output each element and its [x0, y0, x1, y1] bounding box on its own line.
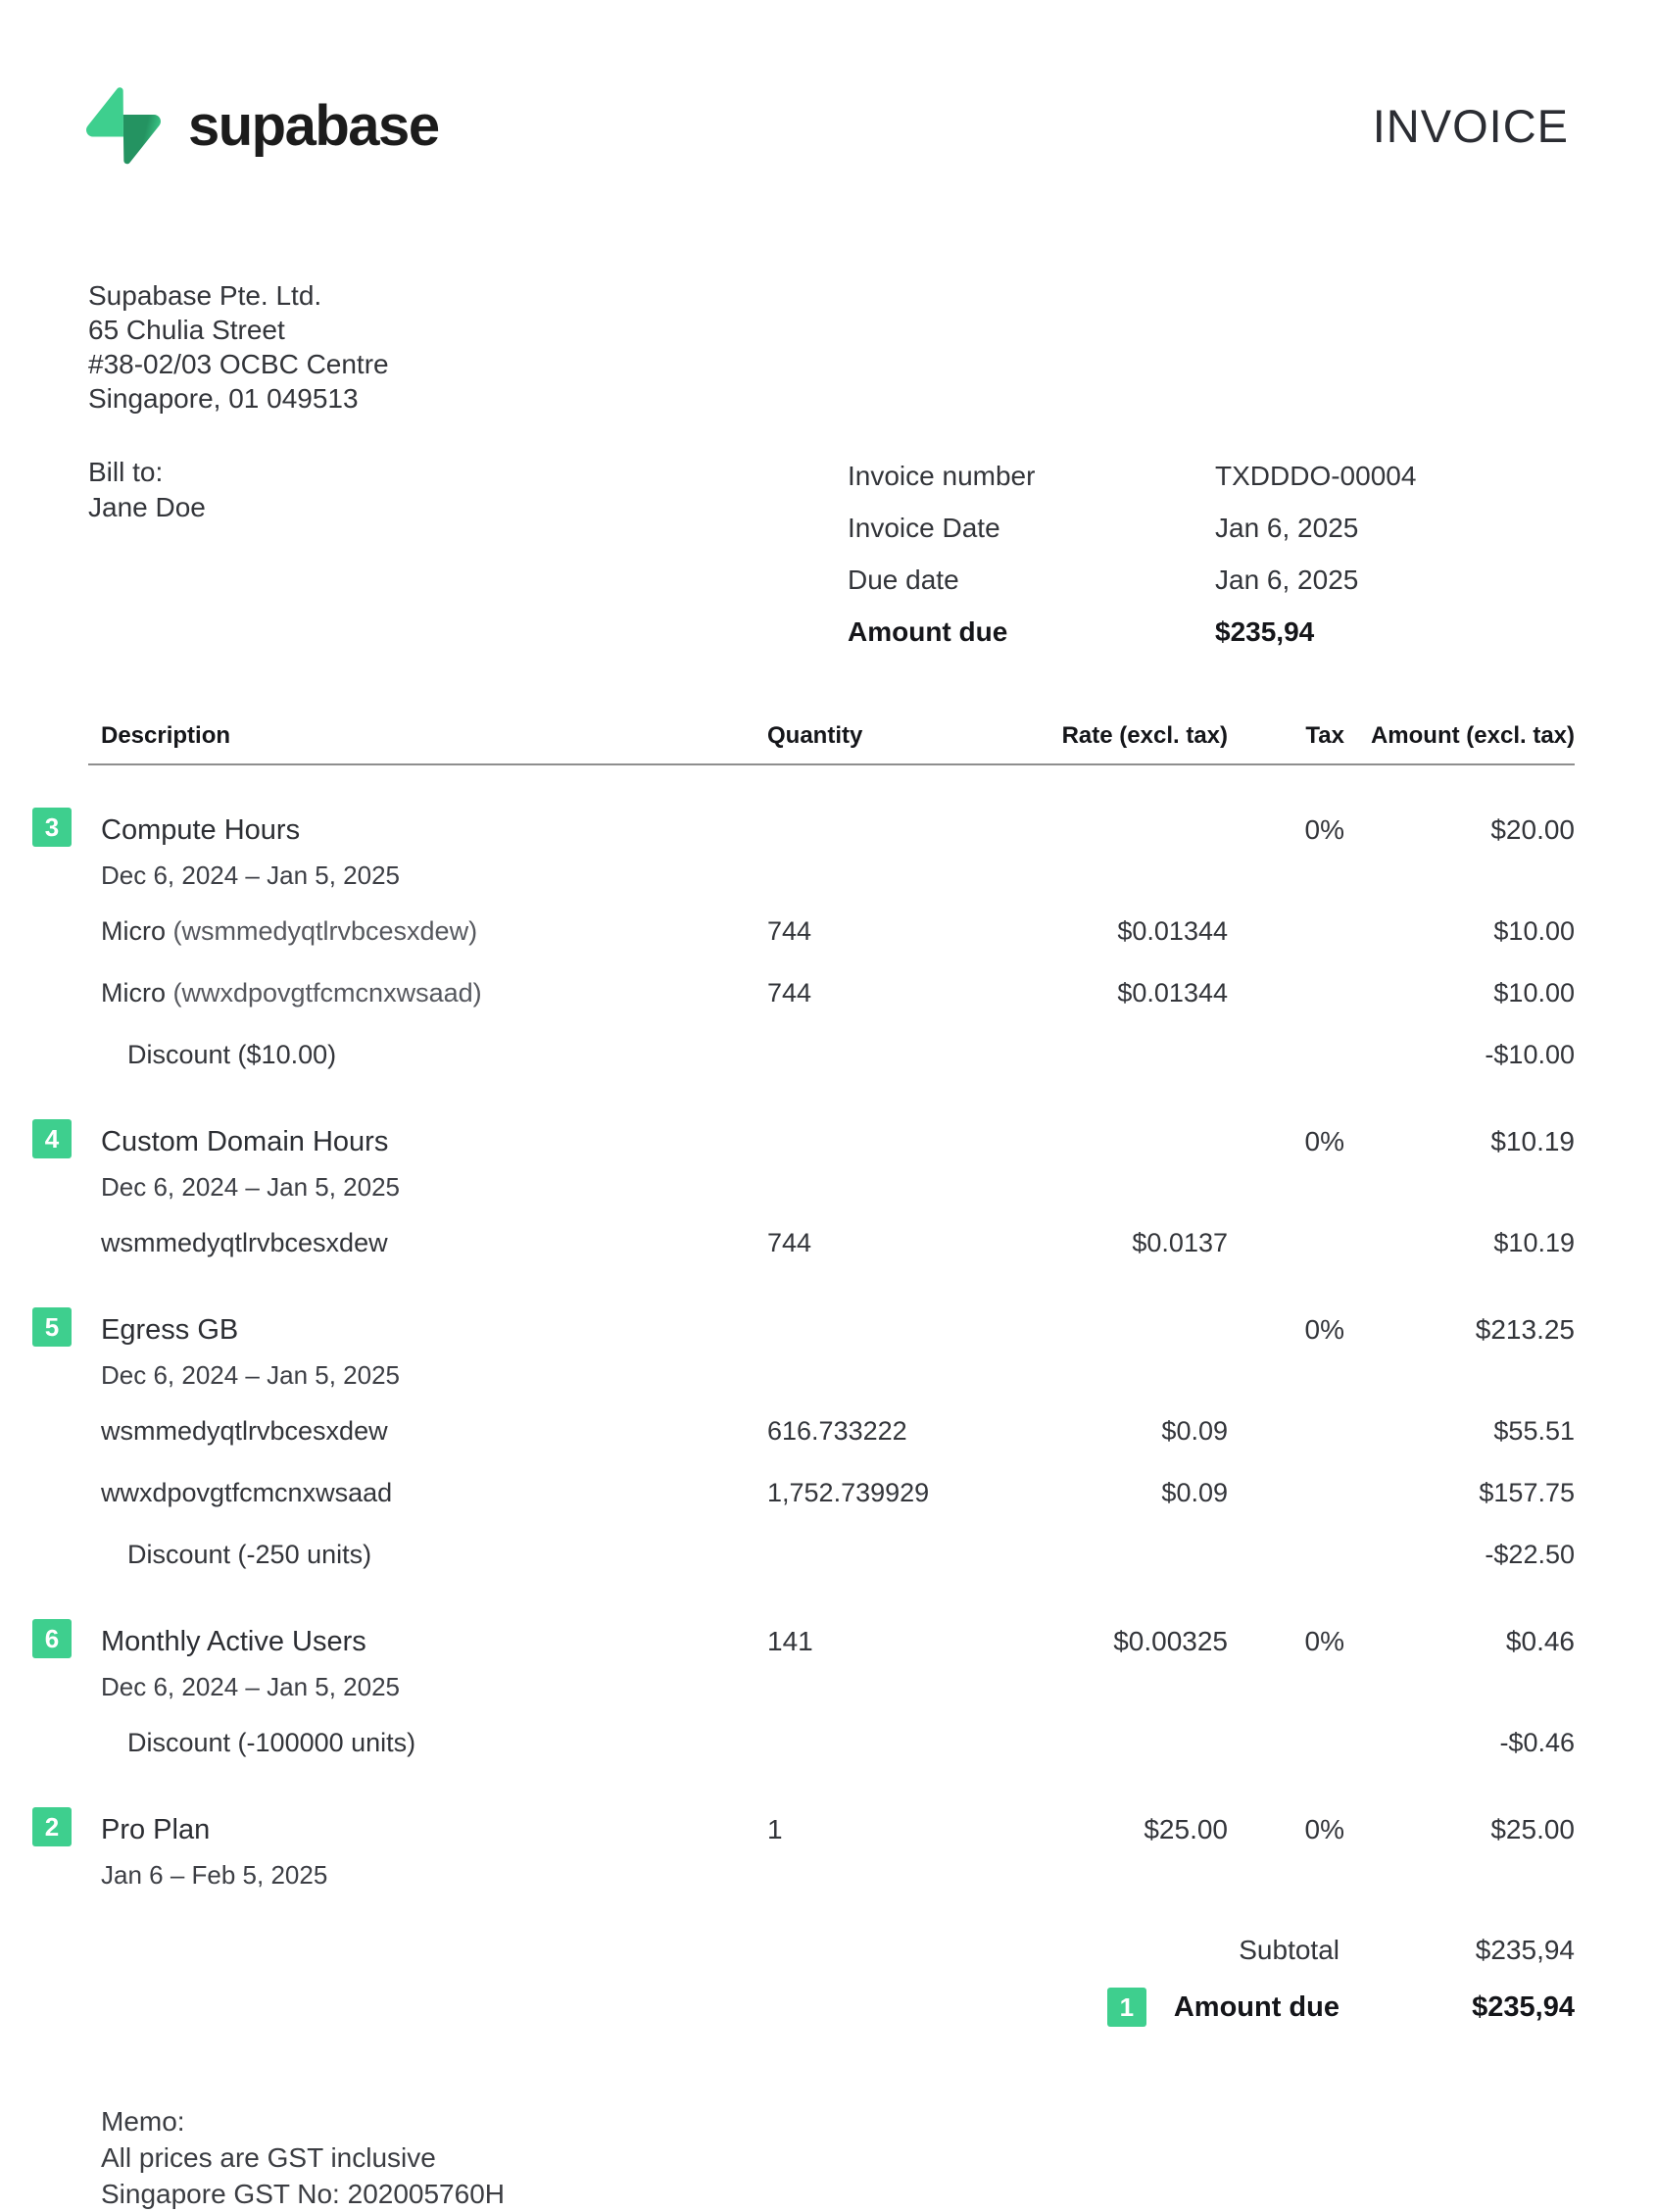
- memo-line: Memo:: [101, 2106, 185, 2137]
- memo: [101, 2103, 1656, 2212]
- amount-due-value: $235,94: [1472, 1991, 1575, 2023]
- item-description-cell: [44, 811, 767, 855]
- sub-item-quantity: 744: [767, 1228, 812, 1257]
- sub-item-description-cell: [88, 1537, 767, 1577]
- address-line: 65 Chulia Street: [88, 315, 285, 345]
- meta-value: TXDDDO-00004: [1215, 461, 1417, 491]
- amount-due-badge: 1: [1107, 1988, 1146, 2027]
- sub-item-amount: $10.00: [1493, 916, 1575, 946]
- item-title: Compute Hours: [101, 814, 301, 846]
- item-number-badge: 4: [32, 1119, 72, 1158]
- section-header-row: [44, 811, 1575, 855]
- company-address: [88, 278, 1656, 416]
- supabase-logo-icon: [86, 87, 161, 165]
- sub-item-amount: $10.19: [1493, 1228, 1575, 1257]
- line-item-section: [44, 1310, 1575, 1577]
- item-period: Dec 6, 2024 – Jan 5, 2025: [101, 1360, 401, 1390]
- meta-row-amount-due: [848, 616, 1416, 668]
- sub-item-detail: (wwxdpovgtfcmcnxwsaad): [166, 978, 482, 1008]
- item-amount: $25.00: [1490, 1814, 1575, 1844]
- item-tax: 0%: [1304, 814, 1344, 845]
- column-header-amount: Amount (excl. tax): [1370, 722, 1575, 749]
- sub-item-description-cell: [88, 1225, 767, 1265]
- line-item-section: [44, 1122, 1575, 1265]
- sub-item-row: [88, 913, 1575, 954]
- item-rate: $0.00325: [1113, 1626, 1228, 1656]
- item-tax: 0%: [1304, 1126, 1344, 1156]
- item-quantity: 141: [767, 1626, 813, 1656]
- sub-item-description-cell: [88, 1413, 767, 1453]
- sub-item-description-cell: [88, 913, 767, 954]
- sub-item-quantity: 1,752.739929: [767, 1478, 930, 1507]
- table-header-row: [88, 722, 1575, 765]
- brand-wordmark: supabase: [188, 93, 439, 158]
- item-description-cell: [44, 1122, 767, 1166]
- sub-item-rate: $0.01344: [1117, 916, 1228, 946]
- item-quantity: 1: [767, 1814, 783, 1844]
- sub-item-quantity: 616.733222: [767, 1416, 907, 1446]
- page-header: [0, 0, 1656, 165]
- column-header-quantity: Quantity: [767, 722, 863, 749]
- brand: [86, 87, 439, 165]
- sub-item-rate: $0.09: [1161, 1478, 1228, 1507]
- item-amount: $0.46: [1505, 1626, 1575, 1656]
- line-items-table: [44, 722, 1575, 2031]
- meta-value: Jan 6, 2025: [1215, 565, 1359, 595]
- sub-item-amount: $157.75: [1479, 1478, 1575, 1507]
- line-item-section: [44, 1810, 1575, 1892]
- invoice-meta: [848, 461, 1416, 668]
- address-line: #38-02/03 OCBC Centre: [88, 349, 389, 379]
- item-number-badge: 5: [32, 1307, 72, 1347]
- item-number-badge: 6: [32, 1619, 72, 1658]
- amount-due-row: [88, 1984, 1575, 2031]
- item-tax: 0%: [1304, 1814, 1344, 1844]
- sub-item-amount: $10.00: [1493, 978, 1575, 1008]
- column-header-rate: Rate (excl. tax): [1061, 722, 1228, 749]
- meta-label: Due date: [848, 565, 959, 595]
- billing-meta-section: [88, 455, 1656, 653]
- sub-item-name: Discount (-250 units): [127, 1540, 372, 1569]
- item-number-badge: 2: [32, 1807, 72, 1846]
- sub-item-rate: $0.0137: [1132, 1228, 1228, 1257]
- section-header-row: [44, 1310, 1575, 1354]
- item-period: Jan 6 – Feb 5, 2025: [101, 1860, 328, 1890]
- address-line: Supabase Pte. Ltd.: [88, 280, 322, 311]
- sub-item-row: [88, 1037, 1575, 1077]
- item-amount: $10.19: [1490, 1126, 1575, 1156]
- item-period: Dec 6, 2024 – Jan 5, 2025: [101, 1172, 401, 1202]
- sub-item-description-cell: [88, 1037, 767, 1077]
- bill-to-name: Jane Doe: [88, 492, 206, 522]
- bill-to-label: Bill to:: [88, 457, 164, 487]
- memo-line: Singapore GST No: 202005760H: [101, 2179, 505, 2209]
- item-amount: $20.00: [1490, 814, 1575, 845]
- sub-item-name: Micro: [101, 916, 166, 946]
- invoice-title: INVOICE: [1372, 99, 1569, 152]
- meta-value: Jan 6, 2025: [1215, 513, 1359, 543]
- item-title: Pro Plan: [101, 1814, 211, 1845]
- meta-label: Invoice number: [848, 461, 1036, 491]
- sub-item-name: wsmmedyqtlrvbcesxdew: [101, 1228, 388, 1257]
- item-tax: 0%: [1304, 1314, 1344, 1345]
- column-header-tax: Tax: [1305, 722, 1344, 749]
- sub-item-row: [88, 1225, 1575, 1265]
- sub-item-quantity: 744: [767, 916, 812, 946]
- table-body: [44, 811, 1575, 1892]
- section-header-row: [44, 1810, 1575, 1854]
- address-line: Singapore, 01 049513: [88, 383, 359, 414]
- sub-item-name: wsmmedyqtlrvbcesxdew: [101, 1416, 388, 1446]
- item-title: Egress GB: [101, 1314, 239, 1346]
- item-tax: 0%: [1304, 1626, 1344, 1656]
- column-header-description: Description: [101, 722, 231, 749]
- sub-item-name: Discount ($10.00): [127, 1040, 337, 1069]
- meta-label: Amount due: [848, 616, 1008, 647]
- sub-item-description-cell: [88, 1475, 767, 1515]
- sub-item-row: [88, 1413, 1575, 1453]
- sub-item-name: Discount (-100000 units): [127, 1728, 416, 1757]
- sub-item-description-cell: [88, 975, 767, 1015]
- item-period: Dec 6, 2024 – Jan 5, 2025: [101, 860, 401, 890]
- totals: [88, 1931, 1575, 2031]
- sub-item-amount: -$22.50: [1485, 1540, 1575, 1569]
- sub-item-rate: $0.09: [1161, 1416, 1228, 1446]
- sub-item-rate: $0.01344: [1117, 978, 1228, 1008]
- memo-line: All prices are GST inclusive: [101, 2142, 436, 2173]
- meta-row: [848, 513, 1416, 565]
- sub-item-row: [88, 1725, 1575, 1765]
- item-number-badge: 3: [32, 808, 72, 847]
- subtotal-label: Subtotal: [1239, 1935, 1339, 1965]
- meta-row: [848, 565, 1416, 616]
- sub-item-row: [88, 975, 1575, 1015]
- subtotal-value: $235,94: [1475, 1935, 1575, 1965]
- sub-item-detail: (wsmmedyqtlrvbcesxdew): [166, 916, 478, 946]
- section-header-row: [44, 1622, 1575, 1666]
- sub-item-description-cell: [88, 1725, 767, 1765]
- line-item-section: [44, 811, 1575, 1077]
- meta-row: [848, 461, 1416, 513]
- sub-item-row: [88, 1537, 1575, 1577]
- meta-label: Invoice Date: [848, 513, 1000, 543]
- meta-value: $235,94: [1215, 616, 1315, 647]
- subtotal-row: [88, 1931, 1575, 1970]
- sub-item-row: [88, 1475, 1575, 1515]
- item-period: Dec 6, 2024 – Jan 5, 2025: [101, 1672, 401, 1701]
- sub-item-quantity: 744: [767, 978, 812, 1008]
- sub-item-amount: -$0.46: [1499, 1728, 1575, 1757]
- amount-due-label: Amount due: [1173, 1991, 1339, 2023]
- item-description-cell: [44, 1310, 767, 1354]
- item-amount: $213.25: [1475, 1314, 1575, 1345]
- sub-item-name: wwxdpovgtfcmcnxwsaad: [101, 1478, 393, 1507]
- sub-item-name: Micro: [101, 978, 166, 1008]
- item-description-cell: [44, 1622, 767, 1666]
- item-description-cell: [44, 1810, 767, 1854]
- section-header-row: [44, 1122, 1575, 1166]
- item-title: Monthly Active Users: [101, 1626, 366, 1657]
- item-title: Custom Domain Hours: [101, 1126, 389, 1157]
- sub-item-amount: $55.51: [1493, 1416, 1575, 1446]
- sub-item-amount: -$10.00: [1485, 1040, 1575, 1069]
- item-rate: $25.00: [1144, 1814, 1228, 1844]
- line-item-section: [44, 1622, 1575, 1765]
